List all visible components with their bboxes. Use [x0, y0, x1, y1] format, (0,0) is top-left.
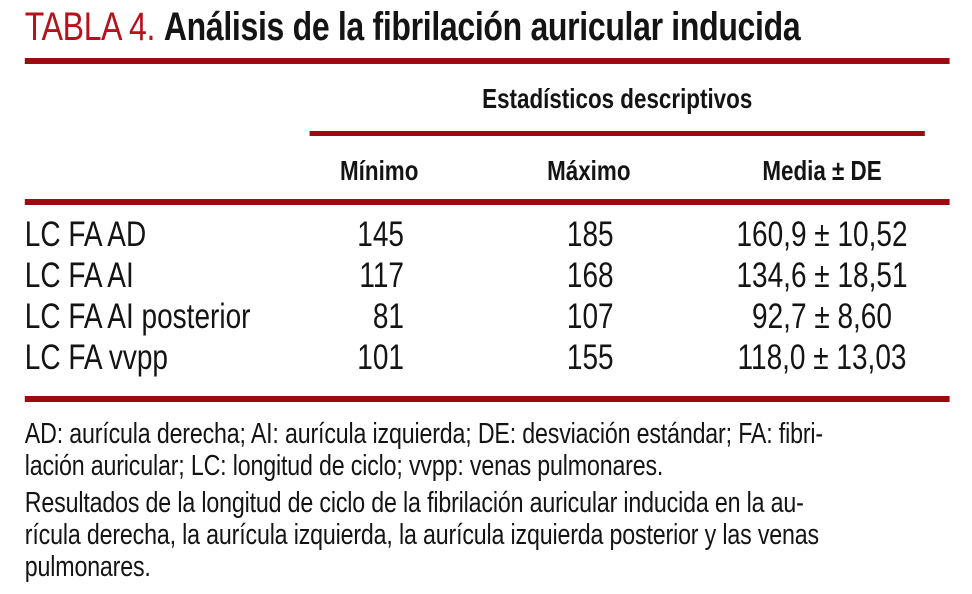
- media-de-value: 134,6 ± 18,51: [736, 256, 908, 295]
- column-header-maximo: Máximo: [547, 155, 631, 186]
- table-row: [25, 337, 950, 378]
- min-value-cell: [275, 296, 483, 337]
- table-title: [25, 4, 801, 51]
- footnote-line: AD: aurícula derecha; AI: aurícula izquierda; DE: desviación estándar; FA: fibri-: [24, 418, 823, 450]
- min-value: 101: [357, 338, 404, 377]
- rule-under-group-header: [310, 131, 925, 136]
- table-row: [25, 296, 950, 337]
- stats-group-header: Estadísticos descriptivos: [482, 83, 753, 114]
- table-row: [25, 255, 950, 296]
- footnote-line: lación auricular; LC: longitud de ciclo; vvpp: venas pulmonares.: [24, 450, 664, 482]
- footnote-line: rícula derecha, la aurícula izquierda, la aurícula izquierda posterior y las venas: [24, 519, 819, 551]
- min-value-cell: [275, 255, 483, 296]
- column-header-row: [25, 155, 950, 187]
- rule-above-body: [25, 199, 950, 205]
- max-value-cell: [483, 337, 694, 378]
- min-value: 117: [359, 256, 404, 295]
- table-row: [25, 214, 950, 255]
- row-label: LC FA AI posterior: [24, 297, 251, 336]
- min-value: 145: [357, 215, 404, 254]
- max-value-cell: [483, 296, 694, 337]
- row-label: LC FA AI: [24, 256, 134, 295]
- min-value: 81: [372, 297, 404, 336]
- column-header-empty: [25, 155, 275, 187]
- row-label: LC FA AD: [24, 215, 147, 254]
- footnote-line: Resultados de la longitud de ciclo de la fibrilación auricular inducida en la au-: [24, 487, 804, 519]
- max-value: 107: [566, 297, 614, 336]
- max-value-cell: [483, 255, 694, 296]
- max-value: 168: [566, 256, 614, 295]
- rule-top: [25, 58, 950, 64]
- column-header-minimo: Mínimo: [340, 155, 419, 186]
- min-value-cell: [275, 214, 483, 255]
- media-de-value: 92,7 ± 8,60: [752, 297, 892, 336]
- table-body: [25, 214, 950, 378]
- footnote-line: pulmonares.: [24, 551, 151, 583]
- footnotes: [25, 418, 823, 583]
- max-value: 185: [566, 215, 614, 254]
- media-de-value: 160,9 ± 10,52: [736, 215, 908, 254]
- column-header-media-de: Media ± DE: [762, 155, 882, 186]
- rule-bottom: [25, 396, 950, 402]
- min-value-cell: [275, 337, 483, 378]
- table-number-label: TABLA 4.: [24, 5, 156, 49]
- max-value: 155: [566, 338, 614, 377]
- max-value-cell: [483, 214, 694, 255]
- media-de-value: 118,0 ± 13,03: [737, 338, 907, 377]
- table-title-text: Análisis de la fibrilación auricular inducida: [163, 5, 801, 49]
- row-label: LC FA vvpp: [24, 338, 168, 377]
